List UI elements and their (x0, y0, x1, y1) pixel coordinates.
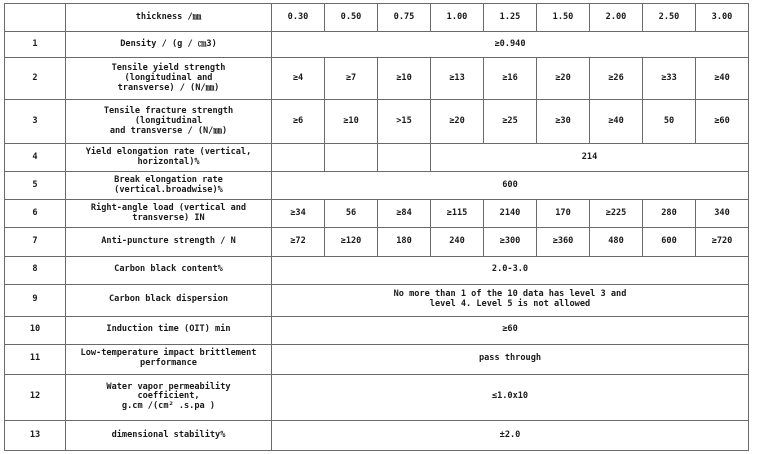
property-label: Yield elongation rate (vertical, horizontal)% (66, 144, 272, 172)
value-cell: 170 (537, 200, 590, 228)
value-cell: 240 (431, 228, 484, 256)
table-row (5, 374, 749, 420)
thickness-2-50: 2.50 (643, 4, 696, 32)
table-row (5, 256, 749, 284)
header-row (5, 4, 749, 32)
value-cell: ≥34 (272, 200, 325, 228)
value-cell: ≥120 (325, 228, 378, 256)
property-label: Right-angle load (vertical and transverse) IN (66, 200, 272, 228)
table-row (5, 284, 749, 316)
merged-value: 2.0-3.0 (272, 256, 749, 284)
merged-value: ≤1.0x10 (272, 374, 749, 420)
row-number: 5 (5, 172, 66, 200)
row-number: 12 (5, 374, 66, 420)
property-label: dimensional stability% (66, 420, 272, 450)
property-label: Density / (g / ㎝3) (66, 32, 272, 58)
thickness-1-00: 1.00 (431, 4, 484, 32)
value-cell: ≥7 (325, 58, 378, 100)
value-cell: ≥40 (590, 100, 643, 144)
table-row (5, 32, 749, 58)
merged-value: ≥60 (272, 316, 749, 344)
table-row (5, 420, 749, 450)
value-cell: ≥60 (696, 100, 749, 144)
thickness-2-00: 2.00 (590, 4, 643, 32)
row-number: 10 (5, 316, 66, 344)
table-row (5, 144, 749, 172)
value-cell: ≥20 (431, 100, 484, 144)
header-blank-cell (5, 4, 66, 32)
merged-value: ≥0.940 (272, 32, 749, 58)
value-cell: ≥84 (378, 200, 431, 228)
property-label: Carbon black content% (66, 256, 272, 284)
property-label: Tensile fracture strength (longitudinal and transverse / (N/㎜) (66, 100, 272, 144)
table-row (5, 228, 749, 256)
value-cell: >15 (378, 100, 431, 144)
value-cell: 480 (590, 228, 643, 256)
value-cell: ≥25 (484, 100, 537, 144)
row-number: 3 (5, 100, 66, 144)
merged-value: 214 (431, 144, 749, 172)
row-number: 8 (5, 256, 66, 284)
value-cell: ≥33 (643, 58, 696, 100)
property-label: Tensile yield strength (longitudinal and transverse) / (N/㎜) (66, 58, 272, 100)
table-row (5, 100, 749, 144)
row-number: 6 (5, 200, 66, 228)
thickness-0-30: 0.30 (272, 4, 325, 32)
value-cell: ≥300 (484, 228, 537, 256)
thickness-0-75: 0.75 (378, 4, 431, 32)
row-number: 9 (5, 284, 66, 316)
value-cell: ≥6 (272, 100, 325, 144)
thickness-3-00: 3.00 (696, 4, 749, 32)
value-cell (325, 144, 378, 172)
value-cell: ≥72 (272, 228, 325, 256)
value-cell: 340 (696, 200, 749, 228)
property-label: Water vapor permeability coefficient, g.cm /(cm² .s.pa ) (66, 374, 272, 420)
thickness-0-50: 0.50 (325, 4, 378, 32)
merged-value: pass through (272, 344, 749, 374)
table-row (5, 200, 749, 228)
value-cell: ≥360 (537, 228, 590, 256)
value-cell: 56 (325, 200, 378, 228)
row-number: 1 (5, 32, 66, 58)
property-label: Low-temperature impact brittlement performance (66, 344, 272, 374)
table-row (5, 172, 749, 200)
property-label: Break elongation rate (vertical.broadwise)% (66, 172, 272, 200)
value-cell: ≥20 (537, 58, 590, 100)
value-cell: ≥4 (272, 58, 325, 100)
row-number: 7 (5, 228, 66, 256)
value-cell: 180 (378, 228, 431, 256)
merged-value: ±2.0 (272, 420, 749, 450)
row-number: 2 (5, 58, 66, 100)
row-number: 4 (5, 144, 66, 172)
value-cell: ≥16 (484, 58, 537, 100)
row-number: 11 (5, 344, 66, 374)
value-cell (378, 144, 431, 172)
table-row (5, 58, 749, 100)
property-label: Induction time (OIT) min (66, 316, 272, 344)
row-number: 13 (5, 420, 66, 450)
thickness-1-25: 1.25 (484, 4, 537, 32)
value-cell: 600 (643, 228, 696, 256)
merged-value: 600 (272, 172, 749, 200)
value-cell: ≥26 (590, 58, 643, 100)
value-cell: ≥10 (378, 58, 431, 100)
value-cell: ≥30 (537, 100, 590, 144)
thickness-1-50: 1.50 (537, 4, 590, 32)
value-cell: ≥10 (325, 100, 378, 144)
value-cell: ≥720 (696, 228, 749, 256)
spec-table-container (4, 3, 748, 451)
thickness-header: thickness /㎜ (66, 4, 272, 32)
table-row (5, 344, 749, 374)
value-cell: ≥40 (696, 58, 749, 100)
table-row (5, 316, 749, 344)
value-cell: 50 (643, 100, 696, 144)
merged-value: No more than 1 of the 10 data has level 3 and level 4. Level 5 is not allowed (272, 284, 749, 316)
geomembrane-spec-table (4, 3, 749, 451)
property-label: Carbon black dispersion (66, 284, 272, 316)
value-cell: ≥225 (590, 200, 643, 228)
property-label: Anti-puncture strength / N (66, 228, 272, 256)
value-cell: ≥115 (431, 200, 484, 228)
value-cell: 280 (643, 200, 696, 228)
value-cell: 2140 (484, 200, 537, 228)
value-cell: ≥13 (431, 58, 484, 100)
value-cell (272, 144, 325, 172)
